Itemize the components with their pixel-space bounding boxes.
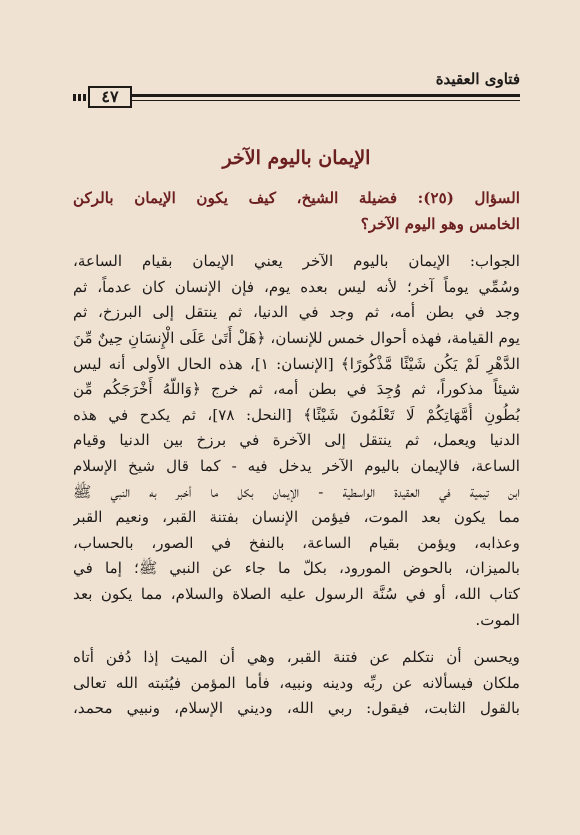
answer-line: الموت. [475,610,520,629]
answer-line: كتاب الله، أو في سُنَّة الرسول عليه الصلاة والسلام، مما يكون بعد [73,584,520,603]
answer-line: الساعة، فالإيمان باليوم الآخر يدخل فيه - كما قال شيخ الإسلام [73,456,520,475]
answer-line: يوم القيامة، فهذه أحوال خمس للإنسان، ﴿هَلْ أَتَىٰ عَلَى الْإِنسَانِ حِينٌ مِّنَ [73,328,520,347]
answer-line: وجد في بطن أمه، ثم وجد في الدنيا، ثم ينتقل إلى البرزخ، ثم [73,303,520,322]
section-title: الإيمان باليوم الآخر [222,147,371,169]
answer-line: الجواب: الإيمان باليوم الآخر يعني الإيمان بقيام الساعة، [73,252,520,271]
answer-line: وعذابه، ويؤمن بقيام الساعة، بالنفخ في الصور، بالحساب، [73,533,520,552]
page-number: ٤٧ [88,86,132,108]
running-header [73,70,520,104]
paragraph-line: بالقول الثابت، فيقول: ربي الله، وديني الإسلام، ونبيي محمد، [73,699,520,718]
answer-line: بُطُونِ أُمَّهَاتِكُمْ لَا تَعْلَمُونَ شَيْئًا﴾ [النحل: ٧٨]، ثم يكدح في هذه [73,405,520,424]
answer-line: ابن تيمية في العقيدة الواسطية - الإيمان بكل ما أخبر به النبي ﷺ [73,482,520,501]
answer-line: مما يكون بعد الموت، فيؤمن الإنسان بفتنة القبر، ونعيم القبر [73,508,520,527]
body-text [73,186,520,722]
answer-block [73,249,520,633]
paragraph-line: ملكان فيسألانه عن ربِّه ودينه ونبيه، فأما المؤمن فيُثبته الله تعالى [73,673,520,692]
header-rule [73,94,520,101]
header-title: فتاوى العقيدة [435,70,520,88]
header-rule-ornament [73,94,88,101]
answer-line: شيئاً مذكوراً، ثم وُجِدَ في بطن أمه، ثم خرج ﴿وَاللَّهُ أَخْرَجَكُم مِّن [73,380,520,399]
question-line: الخامس وهو اليوم الآخر؟ [360,214,520,233]
question-block [73,186,520,237]
question-line: السؤال (٢٥): فضيلة الشيخ، كيف يكون الإيمان بالركن [73,189,520,207]
answer-line: الدنيا ويعمل، ثم ينتقل إلى الآخرة في برزخ بين الدنيا وقيام [73,431,520,450]
paragraph-block [73,645,520,722]
paragraph-line: ويحسن أن نتكلم عن فتنة القبر، وهي أن الميت إذا دُفن أتاه [73,648,520,667]
answer-line: الدَّهْرِ لَمْ يَكُن شَيْئًا مَّذْكُورًا﴾ [الإنسان: ١]، هذه الحال الأولى أنه ليس [73,354,520,373]
answer-line: وسُمِّي يوماً آخر؛ لأنه ليس بعده يوم، فإن الإنسان كان عدماً، ثم [73,277,520,296]
answer-line: بالميزان، بالحوض المورود، بكلّ ما جاء عن النبي ﷺ؛ إما في [73,559,520,578]
